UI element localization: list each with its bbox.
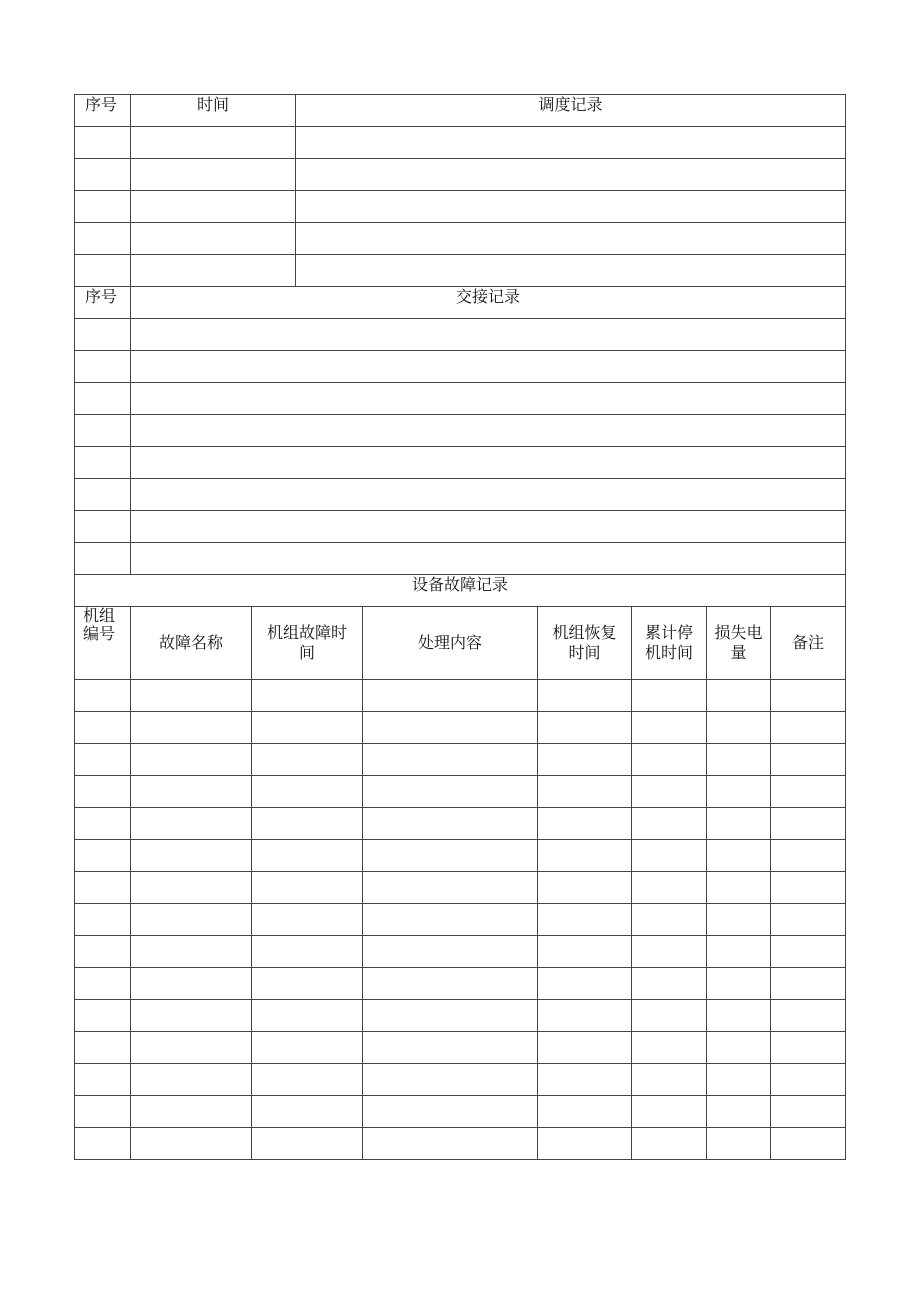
handover-row-cell[interactable] xyxy=(131,543,846,575)
fault-row-cell[interactable] xyxy=(771,776,846,808)
fault-row-cell[interactable] xyxy=(252,840,363,872)
fault-row-cell[interactable] xyxy=(538,936,632,968)
dispatch-row-cell[interactable] xyxy=(75,223,131,255)
dispatch-row xyxy=(75,223,846,255)
fault-row xyxy=(75,1000,846,1032)
fault-row-cell[interactable] xyxy=(707,1032,771,1064)
fault-row xyxy=(75,680,846,712)
fault-row-cell[interactable] xyxy=(771,808,846,840)
fault-row-cell[interactable] xyxy=(632,936,707,968)
fault-row xyxy=(75,712,846,744)
fault-row-cell[interactable] xyxy=(363,968,538,1000)
fault-row xyxy=(75,808,846,840)
fault-row-cell[interactable] xyxy=(632,680,707,712)
fault-row-cell[interactable] xyxy=(131,1000,252,1032)
dispatch-row-cell[interactable] xyxy=(131,159,296,191)
handover-row-cell[interactable] xyxy=(75,415,131,447)
fault-row-cell[interactable] xyxy=(707,776,771,808)
handover-row xyxy=(75,319,846,351)
fault-row-cell[interactable] xyxy=(363,744,538,776)
fault-row-cell[interactable] xyxy=(75,904,131,936)
handover-row-cell[interactable] xyxy=(131,415,846,447)
fault-row-cell[interactable] xyxy=(131,936,252,968)
fault-rows xyxy=(75,680,846,1160)
handover-row xyxy=(75,415,846,447)
dispatch-row-cell[interactable] xyxy=(296,223,846,255)
fault-row-cell[interactable] xyxy=(252,776,363,808)
handover-row-cell[interactable] xyxy=(75,447,131,479)
fault-row-cell[interactable] xyxy=(363,1064,538,1096)
fault-row-cell[interactable] xyxy=(538,904,632,936)
fault-col-remarks: 备注 xyxy=(771,607,846,680)
fault-row xyxy=(75,1128,846,1160)
fault-row-cell[interactable] xyxy=(707,712,771,744)
handover-row-cell[interactable] xyxy=(131,351,846,383)
fault-row-cell[interactable] xyxy=(75,712,131,744)
fault-col-recovery-time: 机组恢复时间 xyxy=(538,607,632,680)
handover-row-cell[interactable] xyxy=(131,383,846,415)
fault-row-cell[interactable] xyxy=(632,840,707,872)
handover-rows xyxy=(75,319,846,575)
fault-record-table xyxy=(74,574,846,1160)
fault-row-cell[interactable] xyxy=(538,776,632,808)
fault-row-cell[interactable] xyxy=(131,968,252,1000)
fault-col-downtime: 累计停机时间 xyxy=(632,607,707,680)
fault-row-cell[interactable] xyxy=(771,840,846,872)
fault-row xyxy=(75,904,846,936)
handover-row xyxy=(75,479,846,511)
dispatch-row xyxy=(75,159,846,191)
dispatch-rows xyxy=(75,127,846,287)
fault-row-cell[interactable] xyxy=(632,1128,707,1160)
handover-row-cell[interactable] xyxy=(131,319,846,351)
fault-title-row xyxy=(75,575,846,607)
fault-row-cell[interactable] xyxy=(538,840,632,872)
fault-row-cell[interactable] xyxy=(75,776,131,808)
fault-row xyxy=(75,968,846,1000)
handover-row-cell[interactable] xyxy=(75,383,131,415)
fault-row-cell[interactable] xyxy=(771,744,846,776)
fault-row-cell[interactable] xyxy=(707,968,771,1000)
handover-row xyxy=(75,351,846,383)
fault-col-energy-loss: 损失电量 xyxy=(707,607,771,680)
fault-row-cell[interactable] xyxy=(771,1064,846,1096)
fault-row-cell[interactable] xyxy=(131,1096,252,1128)
fault-row-cell[interactable] xyxy=(75,808,131,840)
fault-row-cell[interactable] xyxy=(707,1096,771,1128)
fault-row-cell[interactable] xyxy=(75,1128,131,1160)
fault-row-cell[interactable] xyxy=(707,1128,771,1160)
fault-row-cell[interactable] xyxy=(75,680,131,712)
fault-row-cell[interactable] xyxy=(363,776,538,808)
dispatch-time-header: 时间 xyxy=(131,95,296,127)
fault-row-cell[interactable] xyxy=(707,680,771,712)
fault-row-cell[interactable] xyxy=(252,1000,363,1032)
fault-row-cell[interactable] xyxy=(75,968,131,1000)
dispatch-record-header: 调度记录 xyxy=(296,95,846,127)
fault-row-cell[interactable] xyxy=(252,1096,363,1128)
fault-row-cell[interactable] xyxy=(538,1000,632,1032)
dispatch-row-cell[interactable] xyxy=(75,127,131,159)
fault-row-cell[interactable] xyxy=(131,872,252,904)
dispatch-row-cell[interactable] xyxy=(131,191,296,223)
fault-row-cell[interactable] xyxy=(252,680,363,712)
fault-row-cell[interactable] xyxy=(707,1000,771,1032)
fault-row-cell[interactable] xyxy=(707,1064,771,1096)
fault-row-cell[interactable] xyxy=(252,1128,363,1160)
fault-row-cell[interactable] xyxy=(538,1032,632,1064)
fault-row-cell[interactable] xyxy=(363,904,538,936)
fault-row-cell[interactable] xyxy=(363,808,538,840)
fault-row-cell[interactable] xyxy=(363,1096,538,1128)
fault-row-cell[interactable] xyxy=(632,808,707,840)
dispatch-record-table xyxy=(74,94,846,287)
fault-row-cell[interactable] xyxy=(771,1128,846,1160)
fault-row-cell[interactable] xyxy=(252,744,363,776)
fault-row-cell[interactable] xyxy=(632,872,707,904)
fault-row-cell[interactable] xyxy=(538,872,632,904)
fault-row-cell[interactable] xyxy=(771,936,846,968)
handover-row-cell[interactable] xyxy=(75,479,131,511)
fault-row-cell[interactable] xyxy=(771,680,846,712)
dispatch-row-cell[interactable] xyxy=(131,223,296,255)
fault-row-cell[interactable] xyxy=(632,904,707,936)
fault-row-cell[interactable] xyxy=(707,904,771,936)
handover-row-cell[interactable] xyxy=(75,543,131,575)
fault-row-cell[interactable] xyxy=(131,712,252,744)
dispatch-row-cell[interactable] xyxy=(296,191,846,223)
fault-row xyxy=(75,1096,846,1128)
fault-row-cell[interactable] xyxy=(632,1000,707,1032)
fault-row-cell[interactable] xyxy=(131,1032,252,1064)
fault-row-cell[interactable] xyxy=(632,1064,707,1096)
fault-row-cell[interactable] xyxy=(707,840,771,872)
fault-row xyxy=(75,1032,846,1064)
handover-row-cell[interactable] xyxy=(75,351,131,383)
fault-row-cell[interactable] xyxy=(632,744,707,776)
fault-row-cell[interactable] xyxy=(75,1032,131,1064)
handover-header-row xyxy=(75,287,846,319)
record-form xyxy=(74,94,845,1160)
fault-row-cell[interactable] xyxy=(538,1128,632,1160)
fault-row-cell[interactable] xyxy=(131,808,252,840)
fault-row-cell[interactable] xyxy=(75,1064,131,1096)
fault-row-cell[interactable] xyxy=(131,680,252,712)
fault-row-cell[interactable] xyxy=(131,776,252,808)
fault-row-cell[interactable] xyxy=(363,840,538,872)
fault-row-cell[interactable] xyxy=(131,840,252,872)
handover-row-cell[interactable] xyxy=(75,511,131,543)
fault-row-cell[interactable] xyxy=(538,680,632,712)
fault-row xyxy=(75,840,846,872)
fault-row-cell[interactable] xyxy=(363,936,538,968)
fault-row-cell[interactable] xyxy=(538,712,632,744)
fault-row xyxy=(75,936,846,968)
dispatch-row-cell[interactable] xyxy=(75,191,131,223)
handover-row xyxy=(75,511,846,543)
fault-row-cell[interactable] xyxy=(771,968,846,1000)
dispatch-row xyxy=(75,127,846,159)
dispatch-row-cell[interactable] xyxy=(75,159,131,191)
fault-row-cell[interactable] xyxy=(538,1064,632,1096)
fault-row-cell[interactable] xyxy=(707,744,771,776)
handover-row xyxy=(75,447,846,479)
dispatch-row-cell[interactable] xyxy=(131,255,296,287)
fault-row-cell[interactable] xyxy=(252,936,363,968)
fault-row xyxy=(75,872,846,904)
fault-row-cell[interactable] xyxy=(632,1032,707,1064)
fault-header-row xyxy=(75,607,846,680)
fault-row-cell[interactable] xyxy=(771,712,846,744)
dispatch-seq-header: 序号 xyxy=(75,95,131,127)
fault-row-cell[interactable] xyxy=(75,1096,131,1128)
fault-row-cell[interactable] xyxy=(75,1000,131,1032)
handover-record-table xyxy=(74,286,846,575)
dispatch-row-cell[interactable] xyxy=(75,255,131,287)
fault-row-cell[interactable] xyxy=(363,1128,538,1160)
fault-row-cell[interactable] xyxy=(632,1096,707,1128)
fault-row-cell[interactable] xyxy=(363,1000,538,1032)
fault-row-cell[interactable] xyxy=(75,744,131,776)
fault-row-cell[interactable] xyxy=(707,936,771,968)
fault-row-cell[interactable] xyxy=(131,744,252,776)
handover-row-cell[interactable] xyxy=(131,511,846,543)
fault-row-cell[interactable] xyxy=(632,968,707,1000)
fault-row-cell[interactable] xyxy=(632,712,707,744)
fault-col-handling: 处理内容 xyxy=(363,607,538,680)
fault-row-cell[interactable] xyxy=(363,1032,538,1064)
fault-row-cell[interactable] xyxy=(538,808,632,840)
fault-row-cell[interactable] xyxy=(707,872,771,904)
fault-row-cell[interactable] xyxy=(75,840,131,872)
fault-col-name: 故障名称 xyxy=(131,607,252,680)
fault-row-cell[interactable] xyxy=(538,744,632,776)
fault-row-cell[interactable] xyxy=(252,872,363,904)
fault-row-cell[interactable] xyxy=(252,904,363,936)
handover-record-header: 交接记录 xyxy=(131,287,846,319)
fault-row-cell[interactable] xyxy=(771,1000,846,1032)
dispatch-row-cell[interactable] xyxy=(296,159,846,191)
fault-row-cell[interactable] xyxy=(75,936,131,968)
fault-row-cell[interactable] xyxy=(131,1128,252,1160)
fault-row-cell[interactable] xyxy=(252,1064,363,1096)
fault-row-cell[interactable] xyxy=(363,872,538,904)
fault-row-cell[interactable] xyxy=(252,1032,363,1064)
fault-row xyxy=(75,744,846,776)
fault-row-cell[interactable] xyxy=(75,872,131,904)
fault-row xyxy=(75,1064,846,1096)
fault-col-unit-no: 机组编号 xyxy=(75,607,131,680)
fault-row-cell[interactable] xyxy=(707,808,771,840)
dispatch-row-cell[interactable] xyxy=(296,127,846,159)
fault-row-cell[interactable] xyxy=(363,680,538,712)
fault-row-cell[interactable] xyxy=(252,808,363,840)
handover-row-cell[interactable] xyxy=(131,479,846,511)
handover-seq-header: 序号 xyxy=(75,287,131,319)
fault-row-cell[interactable] xyxy=(771,1032,846,1064)
fault-row-cell[interactable] xyxy=(538,968,632,1000)
dispatch-header-row xyxy=(75,95,846,127)
handover-row-cell[interactable] xyxy=(131,447,846,479)
dispatch-row xyxy=(75,255,846,287)
handover-row xyxy=(75,543,846,575)
fault-row-cell[interactable] xyxy=(252,968,363,1000)
fault-row-cell[interactable] xyxy=(131,1064,252,1096)
fault-row-cell[interactable] xyxy=(771,872,846,904)
fault-row xyxy=(75,776,846,808)
fault-row-cell[interactable] xyxy=(252,712,363,744)
dispatch-row-cell[interactable] xyxy=(131,127,296,159)
fault-row-cell[interactable] xyxy=(771,904,846,936)
fault-row-cell[interactable] xyxy=(771,1096,846,1128)
fault-row-cell[interactable] xyxy=(363,712,538,744)
fault-row-cell[interactable] xyxy=(131,904,252,936)
fault-row-cell[interactable] xyxy=(538,1096,632,1128)
fault-col-fault-time: 机组故障时间 xyxy=(252,607,363,680)
handover-row-cell[interactable] xyxy=(75,319,131,351)
fault-record-title: 设备故障记录 xyxy=(75,575,846,607)
fault-row-cell[interactable] xyxy=(632,776,707,808)
dispatch-row-cell[interactable] xyxy=(296,255,846,287)
handover-row xyxy=(75,383,846,415)
dispatch-row xyxy=(75,191,846,223)
